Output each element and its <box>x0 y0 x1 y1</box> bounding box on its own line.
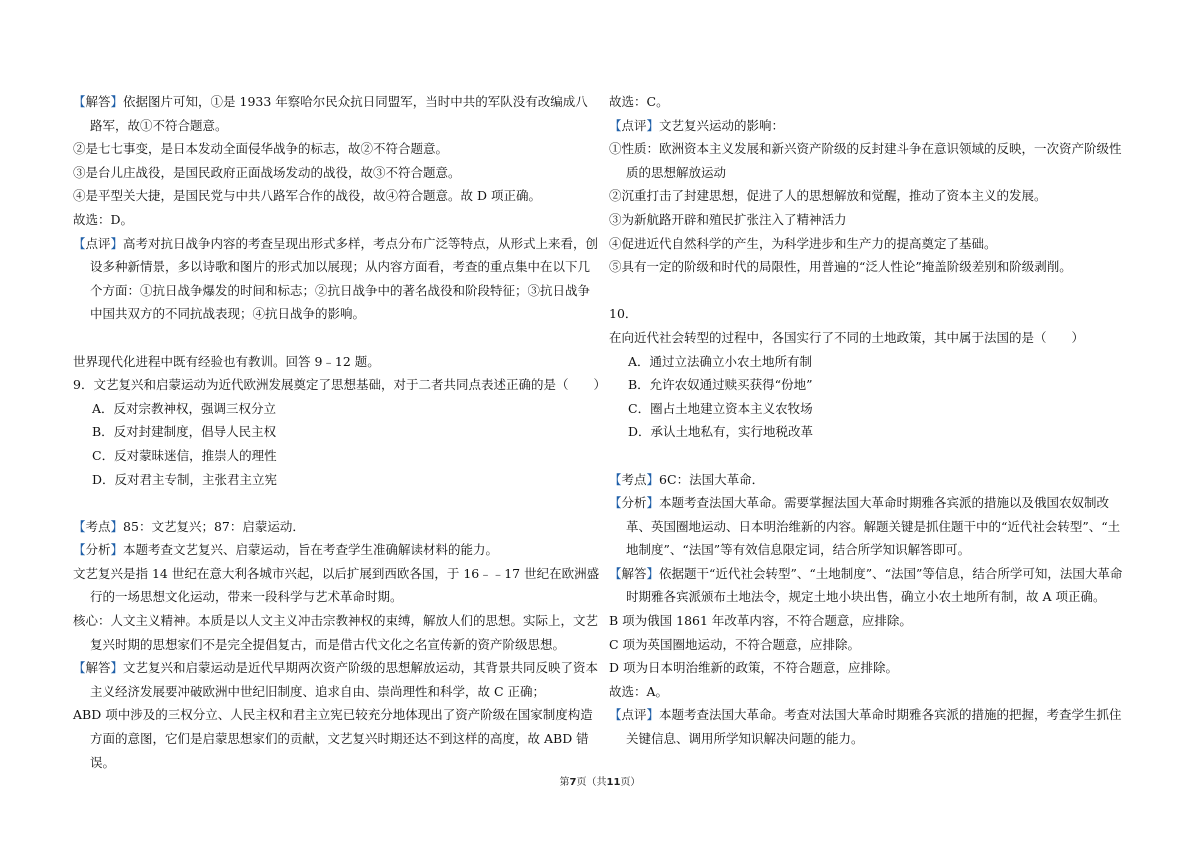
analysis-label: 分析 <box>621 495 647 511</box>
answer-label: 解答 <box>85 660 111 676</box>
page-footer: 第7页（共11页） <box>559 777 641 788</box>
answer-label: 解答 <box>621 565 647 581</box>
q9-para1: 文艺复兴是指 14 世纪在意大利各城市兴起，以后扩展到西欧各国，于 16﹣﹣17 世纪在欧洲盛行的一场思想文化运动，带来一段科学与艺术革命时期。 <box>73 565 600 605</box>
q9-analysis: 【分析】本题考查文艺复兴、启蒙运动，旨在考查学生准确解读材料的能力。 <box>73 542 499 558</box>
q9-comment-item-4: ④促进近代自然科学的产生，为科学进步和生产力的提高奠定了基础。 <box>609 235 997 251</box>
q9-para3: ABD 项中涉及的三权分立、人民主权和君主立宪已较充分地体现出了资产阶级在国家制度构造方面的意图，它们是启蒙思想家们的贡献，文艺复兴时期还达不到这样的高度，故 ABD 错误。 <box>73 707 593 770</box>
q10-option-a: A．通过立法确立小农土地所有制 <box>628 353 813 369</box>
q9-para2: 核心：人文主义精神。本质是以人文主义冲击宗教神权的束缚，解放人们的思想。实际上，文艺复兴时期的思想家们不是完全提倡复古，而是借古代文化之名宣传新的资产阶级思想。 <box>73 613 599 652</box>
q10-option-d: D．承认土地私有，实行地税改革 <box>628 424 814 440</box>
page-total: 11 <box>606 777 621 788</box>
q10-item-c: C 项为英国圈地运动，不符合题意，应排除。 <box>609 636 861 652</box>
q8-answer: 【解答】依据图片可知，①是 1933 年察哈尔民众抗日同盟军，当时中共的军队没有改编成八路军，故①不符合题意。 <box>73 94 588 133</box>
q9-comment-item-3: ③为新航路开辟和殖民扩张注入了精神活力 <box>609 211 847 227</box>
comment-label: 点评 <box>85 235 111 251</box>
q10-number: 10． <box>609 306 638 322</box>
point-label: 考点 <box>85 518 111 534</box>
comment-label: 点评 <box>621 117 647 133</box>
q9-comment-item-1: ①性质：欧洲资本主义发展和新兴资产阶级的反封建斗争在意识领域的反映，一次资产阶级性质的思想解放运动 <box>609 141 1122 180</box>
q10-choice: 故选：A。 <box>609 683 669 699</box>
q9-comment: 【点评】文艺复兴运动的影响： <box>609 117 785 133</box>
q10-item-b: B 项为俄国 1861 年改革内容，不符合题意，应排除。 <box>609 613 912 629</box>
q9-option-c: C．反对蒙昧迷信，推崇人的理性 <box>92 447 277 463</box>
q10-analysis: 【分析】本题考查法国大革命。需要掌握法国大革命时期雅各宾派的措施以及俄国农奴制改革、英国圈地运动、日本明治维新的内容。解题关键是抓住题干中的“近代社会转型”、“土地制度”、“法国”等有效信息限定词，结合所学知识解答即可。 <box>609 495 1121 558</box>
right-column <box>609 90 1131 751</box>
q9-choice: 故选：C。 <box>609 94 669 109</box>
q10-item-d: D 项为日本明治维新的政策，不符合题意，应排除。 <box>609 660 898 676</box>
section-intro: 世界现代化进程中既有经验也有教训。回答 9﹣12 题。 <box>73 353 380 369</box>
q10-answer: 【解答】依据题干“近代社会转型”、“土地制度”、“法国”等信息，结合所学可知，法国大革命时期雅各宾派颁布土地法令，规定土地小块出售，确立小农土地所有制，故 A 项正确。 <box>609 565 1123 605</box>
answer-label: 解答 <box>85 94 111 109</box>
q9-stem: 9．文艺复兴和启蒙运动为近代欧洲发展奠定了思想基础，对于二者共同点表述正确的是（ ） <box>73 377 606 393</box>
q9-comment-item-2: ②沉重打击了封建思想，促进了人的思想解放和觉醒，推动了资本主义的发展。 <box>609 188 1047 204</box>
q8-line3: ③是台儿庄战役，是国民政府正面战场发动的战役，故③不符合题意。 <box>73 164 461 180</box>
q9-option-d: D．反对君主专制，主张君主立宪 <box>92 471 278 487</box>
q10-point: 【考点】6C：法国大革命． <box>609 471 765 487</box>
q10-stem: 在向近代社会转型的过程中，各国实行了不同的土地政策，其中属于法国的是（ ） <box>609 329 1085 345</box>
q9-answer: 【解答】文艺复兴和启蒙运动是近代早期两次资产阶级的思想解放运动，其背景共同反映了资本主义经济发展要冲破欧洲中世纪旧制度、追求自由、崇尚理性和科学，故 C 正确； <box>73 660 599 699</box>
q9-option-b: B．反对封建制度，倡导人民主权 <box>92 424 277 440</box>
q8-comment: 【点评】高考对抗日战争内容的考查呈现出形式多样，考点分布广泛等特点，从形式上来看，创设多种新情景，多以诗歌和图片的形式加以展现；从内容方面看，考查的重点集中在以下几个方面：①抗日战争爆发的时间和标志；②抗日战争中的著名战役和阶段特征；③抗日战争中国共双方的不同抗战表现；④抗日战争的影响。 <box>73 235 599 322</box>
analysis-label: 分析 <box>85 542 111 558</box>
page-number: 7 <box>569 777 577 788</box>
q8-choice: 故选：D。 <box>73 211 134 227</box>
q9-option-a: A．反对宗教神权，强调三权分立 <box>92 400 277 416</box>
q8-line4: ④是平型关大捷，是国民党与中共八路军合作的战役，故④符合题意。故 D 项正确。 <box>73 188 541 204</box>
left-column <box>73 90 606 774</box>
q10-option-b: B．允许农奴通过赎买获得“份地” <box>628 377 813 393</box>
comment-label: 点评 <box>621 707 647 723</box>
q9-comment-item-5: ⑤具有一定的阶级和时代的局限性，用普遍的“泛人性论”掩盖阶级差别和阶级剥削。 <box>609 259 1072 275</box>
q9-point: 【考点】85：文艺复兴；87：启蒙运动． <box>73 518 305 534</box>
q10-option-c: C．圈占土地建立资本主义农牧场 <box>628 400 813 416</box>
q10-comment: 【点评】本题考查法国大革命。考查对法国大革命时期雅各宾派的措施的把握，考查学生抓住关键信息、调用所学知识解决问题的能力。 <box>609 707 1122 747</box>
q8-line2: ②是七七事变，是日本发动全面侵华战争的标志，故②不符合题意。 <box>73 141 449 157</box>
point-label: 考点 <box>621 471 647 487</box>
